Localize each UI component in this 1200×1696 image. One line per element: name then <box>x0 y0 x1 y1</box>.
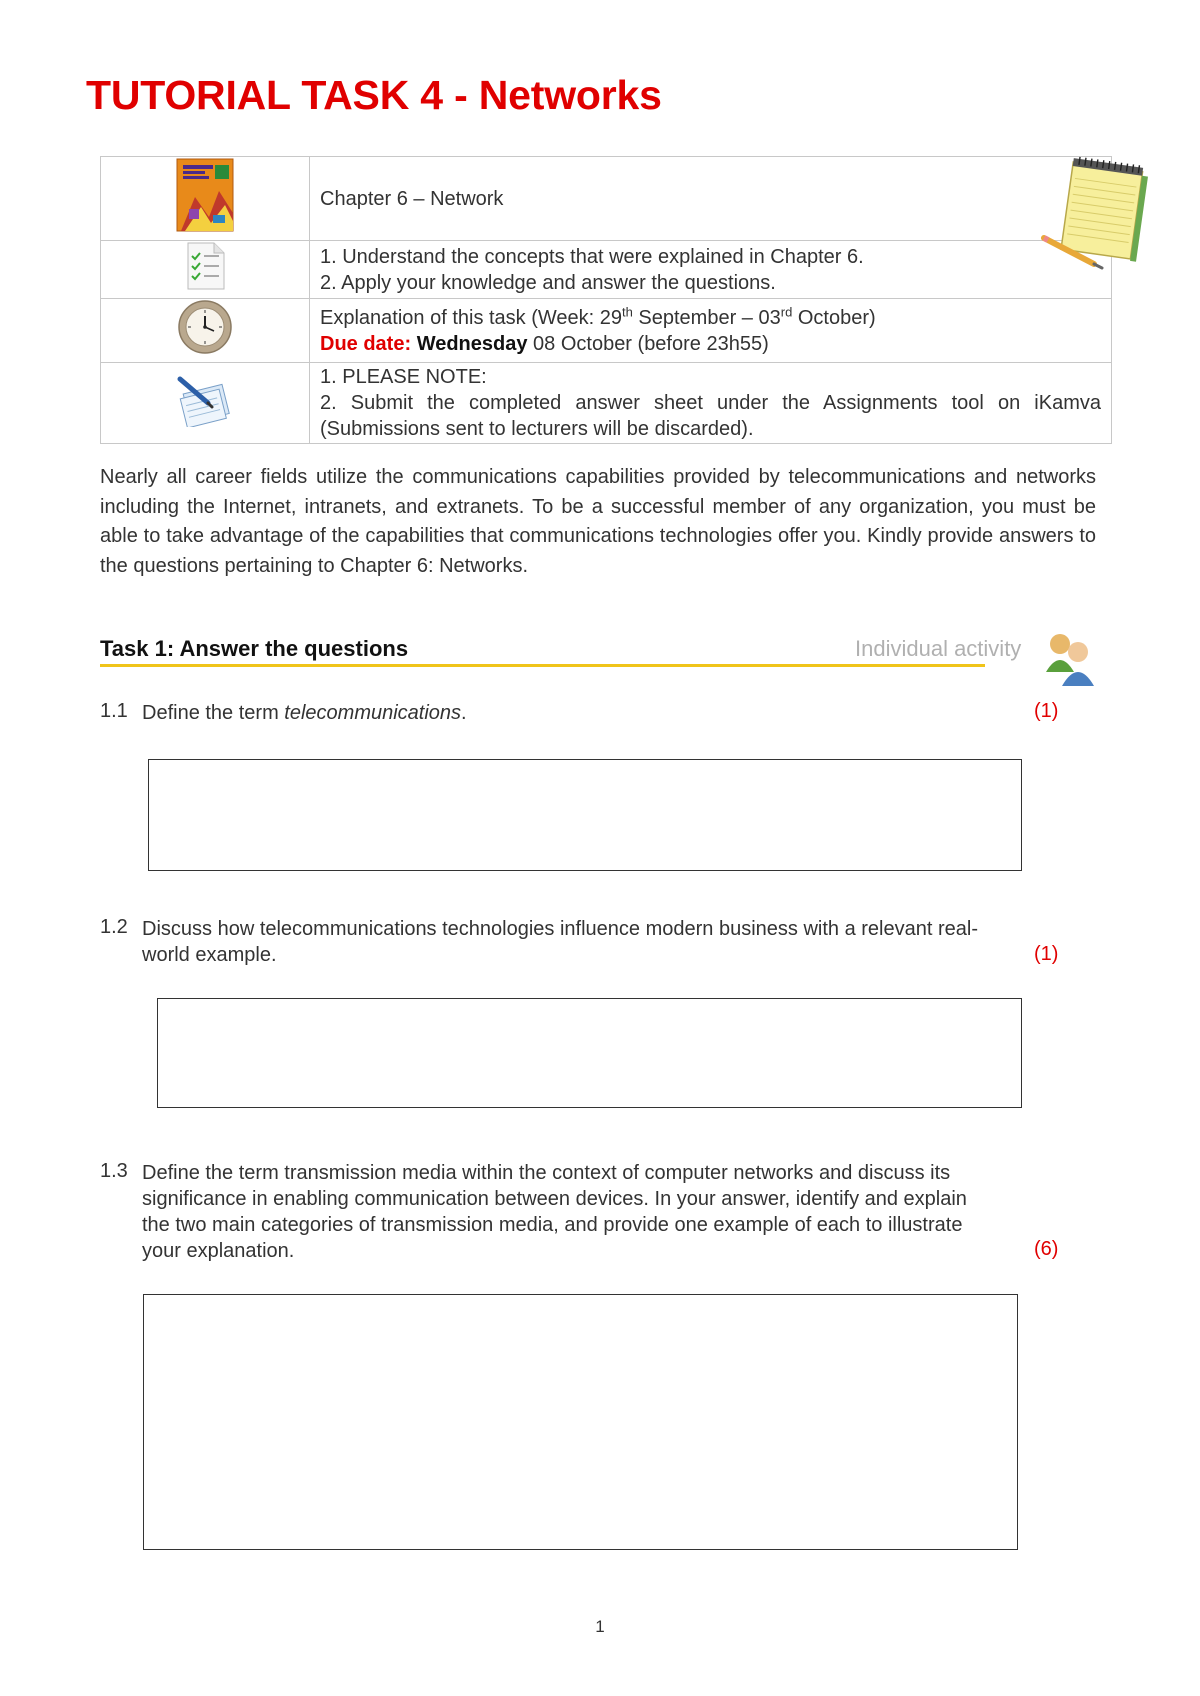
due-date-rest: 08 October (before 23h55) <box>527 332 769 355</box>
due-date-label: Due date: <box>320 332 412 355</box>
question-1-3-marks: (6) <box>1034 1238 1059 1260</box>
question-1-2-text <box>142 916 1102 968</box>
objective-2: 2. Apply your knowledge and answer the questions. <box>320 271 776 294</box>
clock-icon <box>177 299 233 355</box>
task-heading: Task 1: Answer the questions <box>100 636 409 661</box>
objectives-cell <box>310 241 1112 299</box>
answer-box-1-3[interactable] <box>143 1294 1018 1550</box>
question-1-1-text <box>142 700 467 726</box>
question-1-2-line-2: world example. <box>142 944 277 966</box>
notes-pen-icon <box>174 373 236 427</box>
page-number: 1 <box>595 1617 605 1636</box>
explanation-prefix: Explanation of this task (Week: 29 <box>320 306 623 329</box>
task-activity-label: Individual activity <box>855 636 1022 661</box>
question-1-1-marks: (1) <box>1034 700 1059 722</box>
question-1-2-number: 1.2 <box>100 916 128 938</box>
question-1-3-line-2: significance in enabling communication between devices. In your answer, identify and explain <box>142 1188 967 1210</box>
question-1-1-suffix: . <box>461 702 467 724</box>
question-1-3-text <box>142 1160 1102 1264</box>
question-1-2-line-1: Discuss how telecommunications technologies influence modern business with a relevant real- <box>142 918 978 940</box>
explanation-sup-rd: rd <box>780 303 793 319</box>
answer-box-1-2[interactable] <box>157 998 1022 1108</box>
question-1-3-line-3: the two main categories of transmission media, and provide one example of each to illustrate <box>142 1214 963 1236</box>
explanation-line <box>320 305 1101 331</box>
question-1-3-number: 1.3 <box>100 1160 128 1182</box>
question-1-1-prefix: Define the term <box>142 702 285 724</box>
explanation-sup-th: th <box>622 303 633 319</box>
people-icon <box>1040 628 1102 690</box>
intro-paragraph: Nearly all career fields utilize the communications capabilities provided by telecommunications and networks including the Internet, intranets, and extranets. To be a successful member of any organization, you must be able to take advantage of the capabilities that communications technologies offer you. Kindly provide answers to the questions pertaining to Chapter 6: Networks. <box>100 466 1096 577</box>
question-1-2-marks: (1) <box>1034 943 1059 965</box>
clock-cell <box>101 299 310 363</box>
notes-cell <box>310 363 1112 444</box>
schedule-cell <box>310 299 1112 363</box>
objective-1: 1. Understand the concepts that were explained in Chapter 6. <box>320 245 864 268</box>
checklist-cell <box>101 241 310 299</box>
note-1: 1. PLEASE NOTE: <box>320 366 487 388</box>
question-1-1-number: 1.1 <box>100 700 128 722</box>
task-heading-rule <box>100 664 985 667</box>
due-date-line <box>320 331 1101 357</box>
textbook-icon <box>175 157 235 233</box>
page-title: TUTORIAL TASK 4 - Networks <box>86 72 662 118</box>
note-2: 2. Submit the completed answer sheet under the Assignments tool on iKamva (Submissions sent to lecturers will be discarded). <box>320 392 1101 440</box>
question-1-3-line-4: your explanation. <box>142 1240 295 1262</box>
notepad-pencil-icon <box>1038 156 1150 274</box>
explanation-suffix: October) <box>792 306 876 329</box>
note-cell <box>101 363 310 444</box>
due-date-day: Wednesday <box>416 332 528 355</box>
explanation-mid: September – 03 <box>632 306 781 329</box>
question-1-3-line-1: Define the term transmission media within the context of computer networks and discuss its <box>142 1162 951 1184</box>
answer-box-1-1[interactable] <box>148 759 1022 871</box>
checklist-icon <box>182 241 228 291</box>
chapter-cell: Chapter 6 – Network <box>310 157 1112 241</box>
task-info-table <box>100 156 1112 444</box>
book-cell <box>101 157 310 241</box>
question-1-1-term: telecommunications <box>284 702 462 724</box>
